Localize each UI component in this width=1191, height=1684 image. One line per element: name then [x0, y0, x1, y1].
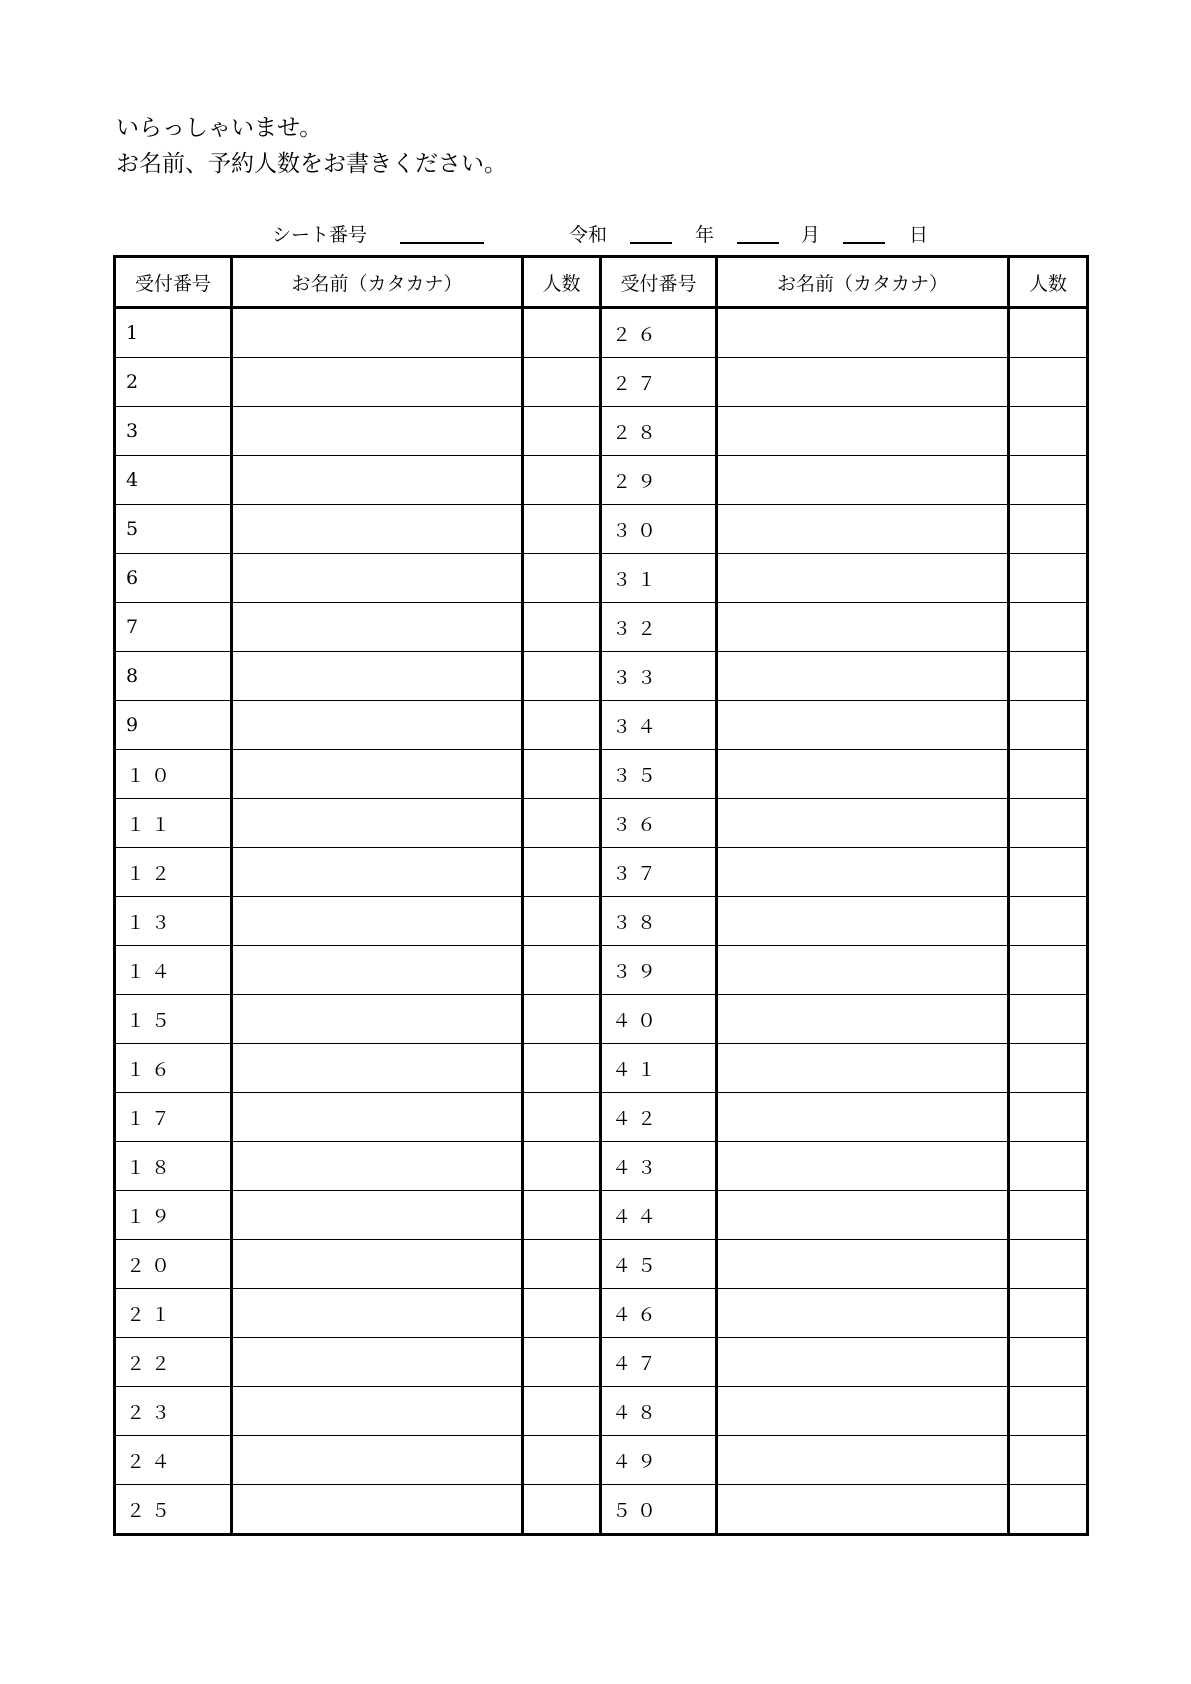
year-label: 年 — [695, 224, 715, 246]
reception-number-cell: ２７ — [601, 358, 717, 407]
table-row — [115, 1436, 1088, 1485]
name-entry-cell[interactable] — [717, 1338, 1009, 1387]
reception-number-cell: ４１ — [601, 1044, 717, 1093]
header-party-size: 人数 — [523, 257, 601, 308]
month-label: 月 — [801, 224, 821, 246]
reception-number-cell: ３０ — [601, 505, 717, 554]
name-entry-cell[interactable] — [232, 1289, 523, 1338]
header-name-katakana: お名前（カタカナ） — [232, 257, 523, 308]
reception-number-cell: １２ — [115, 848, 232, 897]
name-entry-cell[interactable] — [232, 308, 523, 358]
year-field[interactable] — [630, 242, 672, 244]
reception-number-cell: 1 — [115, 308, 232, 358]
table-row — [115, 603, 1088, 652]
party-size-entry-cell[interactable] — [1009, 1044, 1088, 1093]
reception-number-cell: １６ — [115, 1044, 232, 1093]
party-size-entry-cell[interactable] — [1009, 750, 1088, 799]
party-size-entry-cell[interactable] — [523, 358, 601, 407]
name-entry-cell[interactable] — [717, 456, 1009, 505]
reception-number-cell: ３９ — [601, 946, 717, 995]
party-size-entry-cell[interactable] — [523, 1289, 601, 1338]
name-entry-cell[interactable] — [717, 701, 1009, 750]
name-entry-cell[interactable] — [717, 554, 1009, 603]
party-size-entry-cell[interactable] — [1009, 1142, 1088, 1191]
party-size-entry-cell[interactable] — [1009, 701, 1088, 750]
party-size-entry-cell[interactable] — [523, 1436, 601, 1485]
party-size-entry-cell[interactable] — [1009, 995, 1088, 1044]
party-size-entry-cell[interactable] — [1009, 848, 1088, 897]
party-size-entry-cell[interactable] — [523, 1044, 601, 1093]
greeting-line-2: お名前、予約人数をお書きください。 — [116, 151, 507, 177]
party-size-entry-cell[interactable] — [1009, 358, 1088, 407]
party-size-entry-cell[interactable] — [1009, 652, 1088, 701]
party-size-entry-cell[interactable] — [523, 848, 601, 897]
name-entry-cell[interactable] — [232, 799, 523, 848]
name-entry-cell[interactable] — [232, 505, 523, 554]
party-size-entry-cell[interactable] — [1009, 799, 1088, 848]
name-entry-cell[interactable] — [717, 358, 1009, 407]
party-size-entry-cell[interactable] — [523, 603, 601, 652]
name-entry-cell[interactable] — [232, 358, 523, 407]
reception-number-cell: ４７ — [601, 1338, 717, 1387]
name-entry-cell[interactable] — [717, 1093, 1009, 1142]
table-row — [115, 799, 1088, 848]
reception-number-cell: １５ — [115, 995, 232, 1044]
party-size-entry-cell[interactable] — [523, 1485, 601, 1535]
table-row — [115, 1485, 1088, 1535]
reception-number-cell: ３７ — [601, 848, 717, 897]
day-field[interactable] — [843, 242, 885, 244]
name-entry-cell[interactable] — [717, 1485, 1009, 1535]
reception-number-cell: ４０ — [601, 995, 717, 1044]
reception-number-cell: ２４ — [115, 1436, 232, 1485]
name-entry-cell[interactable] — [717, 1044, 1009, 1093]
party-size-entry-cell[interactable] — [1009, 946, 1088, 995]
name-entry-cell[interactable] — [232, 1093, 523, 1142]
reception-number-cell: ４８ — [601, 1387, 717, 1436]
reception-number-cell: １３ — [115, 897, 232, 946]
header-reception-number: 受付番号 — [115, 257, 232, 308]
table-row — [115, 407, 1088, 456]
table-row — [115, 1240, 1088, 1289]
name-entry-cell[interactable] — [717, 603, 1009, 652]
party-size-entry-cell[interactable] — [1009, 407, 1088, 456]
party-size-entry-cell[interactable] — [523, 308, 601, 358]
reception-number-cell: ４９ — [601, 1436, 717, 1485]
reception-number-cell: ２０ — [115, 1240, 232, 1289]
party-size-entry-cell[interactable] — [1009, 554, 1088, 603]
name-entry-cell[interactable] — [232, 946, 523, 995]
table-row — [115, 554, 1088, 603]
reception-number-cell: ２９ — [601, 456, 717, 505]
reception-number-cell: 7 — [115, 603, 232, 652]
party-size-entry-cell[interactable] — [523, 1191, 601, 1240]
party-size-entry-cell[interactable] — [1009, 1093, 1088, 1142]
name-entry-cell[interactable] — [232, 1240, 523, 1289]
party-size-entry-cell[interactable] — [1009, 1191, 1088, 1240]
name-entry-cell[interactable] — [717, 995, 1009, 1044]
party-size-entry-cell[interactable] — [523, 897, 601, 946]
name-entry-cell[interactable] — [717, 946, 1009, 995]
reception-number-cell: ４６ — [601, 1289, 717, 1338]
reception-number-cell: １９ — [115, 1191, 232, 1240]
name-entry-cell[interactable] — [232, 897, 523, 946]
party-size-entry-cell[interactable] — [523, 652, 601, 701]
table-row — [115, 308, 1088, 358]
reception-number-cell: ４３ — [601, 1142, 717, 1191]
party-size-entry-cell[interactable] — [523, 995, 601, 1044]
reception-number-cell: ５０ — [601, 1485, 717, 1535]
sheet-number-field[interactable] — [400, 242, 484, 244]
party-size-entry-cell[interactable] — [523, 946, 601, 995]
table-row — [115, 1093, 1088, 1142]
reception-table — [113, 255, 1089, 1536]
name-entry-cell[interactable] — [232, 995, 523, 1044]
header-reception-number: 受付番号 — [601, 257, 717, 308]
party-size-entry-cell[interactable] — [1009, 308, 1088, 358]
name-entry-cell[interactable] — [717, 1240, 1009, 1289]
reception-number-cell: ３１ — [601, 554, 717, 603]
name-entry-cell[interactable] — [717, 505, 1009, 554]
name-entry-cell[interactable] — [717, 407, 1009, 456]
table-row — [115, 750, 1088, 799]
table-row — [115, 897, 1088, 946]
reception-number-cell: ２５ — [115, 1485, 232, 1535]
table-row — [115, 946, 1088, 995]
header-name-katakana: お名前（カタカナ） — [717, 257, 1009, 308]
name-entry-cell[interactable] — [232, 1387, 523, 1436]
reception-number-cell: ３４ — [601, 701, 717, 750]
party-size-entry-cell[interactable] — [1009, 603, 1088, 652]
table-row — [115, 1289, 1088, 1338]
party-size-entry-cell[interactable] — [523, 1387, 601, 1436]
reception-number-cell: ３５ — [601, 750, 717, 799]
name-entry-cell[interactable] — [232, 848, 523, 897]
party-size-entry-cell[interactable] — [1009, 456, 1088, 505]
reception-number-cell: ３６ — [601, 799, 717, 848]
table-body — [115, 308, 1088, 1535]
reception-number-cell: ３８ — [601, 897, 717, 946]
reception-number-cell: ３２ — [601, 603, 717, 652]
table-row — [115, 1387, 1088, 1436]
party-size-entry-cell[interactable] — [1009, 1289, 1088, 1338]
reception-number-cell: ２８ — [601, 407, 717, 456]
table-row — [115, 1338, 1088, 1387]
name-entry-cell[interactable] — [717, 1387, 1009, 1436]
party-size-entry-cell[interactable] — [523, 505, 601, 554]
party-size-entry-cell[interactable] — [523, 456, 601, 505]
name-entry-cell[interactable] — [232, 1142, 523, 1191]
party-size-entry-cell[interactable] — [1009, 505, 1088, 554]
party-size-entry-cell[interactable] — [523, 407, 601, 456]
name-entry-cell[interactable] — [232, 603, 523, 652]
name-entry-cell[interactable] — [232, 1338, 523, 1387]
name-entry-cell[interactable] — [717, 1436, 1009, 1485]
reception-number-cell: ２６ — [601, 308, 717, 358]
reception-number-cell: 5 — [115, 505, 232, 554]
name-entry-cell[interactable] — [232, 1436, 523, 1485]
name-entry-cell[interactable] — [717, 1191, 1009, 1240]
reception-number-cell: 2 — [115, 358, 232, 407]
reception-number-cell: ２１ — [115, 1289, 232, 1338]
name-entry-cell[interactable] — [717, 1142, 1009, 1191]
reception-number-cell: 6 — [115, 554, 232, 603]
sheet-header — [0, 218, 1191, 248]
party-size-entry-cell[interactable] — [523, 1338, 601, 1387]
reception-number-cell: ４２ — [601, 1093, 717, 1142]
party-size-entry-cell[interactable] — [523, 701, 601, 750]
reception-number-cell: ２２ — [115, 1338, 232, 1387]
name-entry-cell[interactable] — [232, 750, 523, 799]
sheet-number-label: シート番号 — [272, 224, 368, 246]
name-entry-cell[interactable] — [232, 407, 523, 456]
name-entry-cell[interactable] — [232, 456, 523, 505]
party-size-entry-cell[interactable] — [1009, 1485, 1088, 1535]
party-size-entry-cell[interactable] — [523, 799, 601, 848]
reception-number-cell: １８ — [115, 1142, 232, 1191]
party-size-entry-cell[interactable] — [1009, 1436, 1088, 1485]
day-label: 日 — [909, 224, 929, 246]
party-size-entry-cell[interactable] — [1009, 1240, 1088, 1289]
reception-number-cell: １４ — [115, 946, 232, 995]
table-row — [115, 1142, 1088, 1191]
reception-number-cell: ３３ — [601, 652, 717, 701]
party-size-entry-cell[interactable] — [1009, 1338, 1088, 1387]
party-size-entry-cell[interactable] — [523, 554, 601, 603]
greeting-block — [116, 110, 507, 182]
table-row — [115, 995, 1088, 1044]
header-party-size: 人数 — [1009, 257, 1088, 308]
reception-number-cell: 3 — [115, 407, 232, 456]
table-header-row — [115, 257, 1088, 308]
name-entry-cell[interactable] — [717, 750, 1009, 799]
name-entry-cell[interactable] — [717, 1289, 1009, 1338]
reception-number-cell: 4 — [115, 456, 232, 505]
party-size-entry-cell[interactable] — [1009, 897, 1088, 946]
table-row — [115, 505, 1088, 554]
party-size-entry-cell[interactable] — [523, 750, 601, 799]
reception-number-cell: １７ — [115, 1093, 232, 1142]
reception-number-cell: 9 — [115, 701, 232, 750]
table-row — [115, 848, 1088, 897]
month-field[interactable] — [737, 242, 779, 244]
party-size-entry-cell[interactable] — [1009, 1387, 1088, 1436]
name-entry-cell[interactable] — [232, 652, 523, 701]
name-entry-cell[interactable] — [232, 701, 523, 750]
party-size-entry-cell[interactable] — [523, 1240, 601, 1289]
reception-number-cell: ４５ — [601, 1240, 717, 1289]
name-entry-cell[interactable] — [232, 554, 523, 603]
reception-number-cell: １１ — [115, 799, 232, 848]
name-entry-cell[interactable] — [717, 652, 1009, 701]
table-row — [115, 456, 1088, 505]
table-row — [115, 1191, 1088, 1240]
party-size-entry-cell[interactable] — [523, 1093, 601, 1142]
era-label: 令和 — [569, 224, 608, 246]
name-entry-cell[interactable] — [717, 897, 1009, 946]
reception-number-cell: １０ — [115, 750, 232, 799]
table-row — [115, 652, 1088, 701]
name-entry-cell[interactable] — [232, 1044, 523, 1093]
name-entry-cell[interactable] — [717, 848, 1009, 897]
party-size-entry-cell[interactable] — [523, 1142, 601, 1191]
name-entry-cell[interactable] — [717, 799, 1009, 848]
reception-number-cell: ４４ — [601, 1191, 717, 1240]
name-entry-cell[interactable] — [717, 308, 1009, 358]
table-row — [115, 358, 1088, 407]
table-row — [115, 701, 1088, 750]
greeting-line-1: いらっしゃいませ。 — [116, 115, 323, 141]
reception-number-cell: 8 — [115, 652, 232, 701]
table-row — [115, 1044, 1088, 1093]
name-entry-cell[interactable] — [232, 1191, 523, 1240]
reception-number-cell: ２３ — [115, 1387, 232, 1436]
name-entry-cell[interactable] — [232, 1485, 523, 1535]
